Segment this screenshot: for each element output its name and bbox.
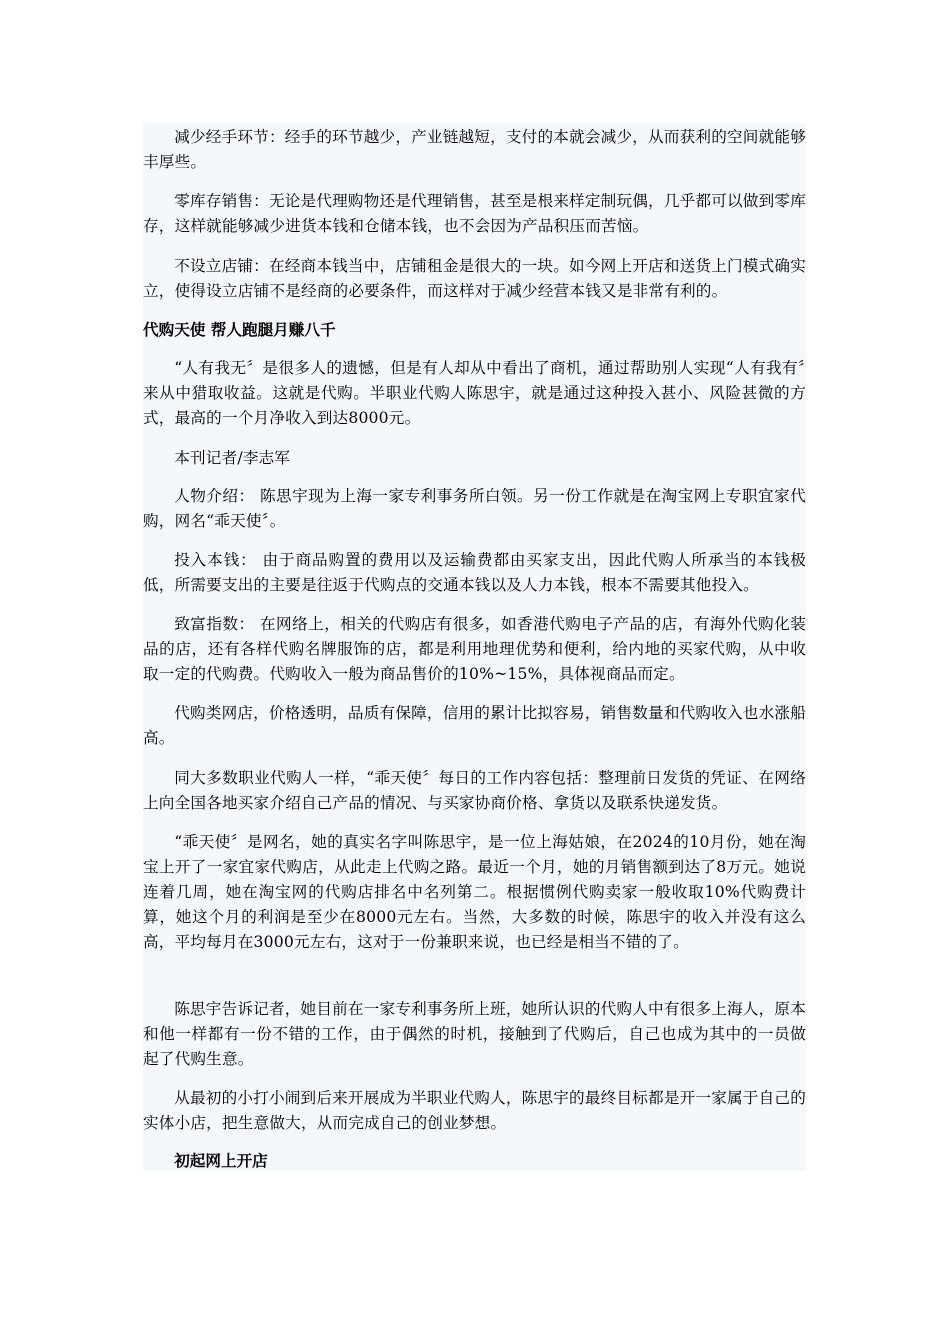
paragraph-zero-inventory: 零库存销售：无论是代理购物还是代理销售，甚至是根来样定制玩偶，几乎都可以做到零库存，这样就能够减少进货本钱和仓储本钱，也不会因为产品积压而苦恼。 [143,192,806,235]
byline: 本刊记者/李志军 [174,449,291,467]
paragraph-reduce-steps: 减少经手环节：经手的环节越少，产业链越短，支付的本就会减少，从而获利的空间就能够丰厚些。 [143,128,806,171]
paragraph-no-store: 不设立店铺：在经商本钱当中，店铺租金是很大的一块。如今网上开店和送货上门模式确实立，使得设立店铺不是经商的必要条件，而这样对于减少经营本钱又是非常有利的。 [143,257,806,300]
section-heading-online-shop: 初起网上开店 [174,1152,268,1170]
paragraph-daily-work: 同大多数职业代购人一样，“乖天使〞每日的工作内容包括：整理前日发货的凭证、在网络上向全国各地买家介绍自己产品的情况、与买家协商价格、拿货以及联系快递发货。 [143,769,806,812]
paragraph-proxy-shops: 代购类网店，价格透明，品质有保障，信用的累计比拟容易，销售数量和代购收入也水涨船高。 [143,704,806,747]
paragraph-intro: “人有我无〞是很多人的遗憾，但是有人却从中看出了商机，通过帮助别人实现“人有我有〞来从中猎取收益。这就是代购。半职业代购人陈思宇，就是通过这种投入甚小、风险甚微的方式，最高的一个月净收入到达8000元。 [143,359,806,427]
paragraph-colleagues: 陈思宇告诉记者，她目前在一家专利事务所上班，她所认识的代购人中有很多上海人，原本和他一样都有一份不错的工作，由于偶然的时机，接触到了代购后，自己也成为其中的一员做起了代购生意。 [143,1000,806,1068]
paragraph-story: “乖天使〞是网名，她的真实名字叫陈思宇，是一位上海姑娘，在2024的10月份，她在淘宝上开了一家宜家代购店，从此走上代购之路。最近一个月，她的月销售额到达了8万元。她说连着几周，她在淘宝网的代购店排名中名列第二。根据惯例代购卖家一般收取10%代购费计算，她这个月的利润是至少在8000元左右。当然，大多数的时候，陈思宇的收入并没有这么高，平均每月在3000元左右，这对于一份兼职来说，也已经是相当不错的了。 [143,833,806,951]
paragraph-goal: 从最初的小打小闹到后来开展成为半职业代购人，陈思宇的最终目标都是开一家属于自己的实体小店，把生意做大，从而完成自己的创业梦想。 [143,1089,806,1132]
article-body [143,123,806,1171]
section-heading-proxy-angel: 代购天使 帮人跑腿月赚八千 [143,321,336,339]
paragraph-investment: 投入本钱： 由于商品购置的费用以及运输费都由买家支出，因此代购人所承当的本钱极低，所需要支出的主要是往返于代购点的交通本钱以及人力本钱，根本不需要其他投入。 [143,551,806,594]
paragraph-profile: 人物介绍： 陈思宇现为上海一家专利事务所白领。另一份工作就是在淘宝网上专职宜家代购，网名“乖天使〞。 [143,487,806,530]
paragraph-wealth-index: 致富指数： 在网络上，相关的代购店有很多，如香港代购电子产品的店，有海外代购化装品的店，还有各样代购名牌服饰的店，都是利用地理优势和便利，给内地的买家代购，从中收取一定的代购费。代购收入一般为商品售价的10%~15%，具体视商品而定。 [143,615,806,683]
